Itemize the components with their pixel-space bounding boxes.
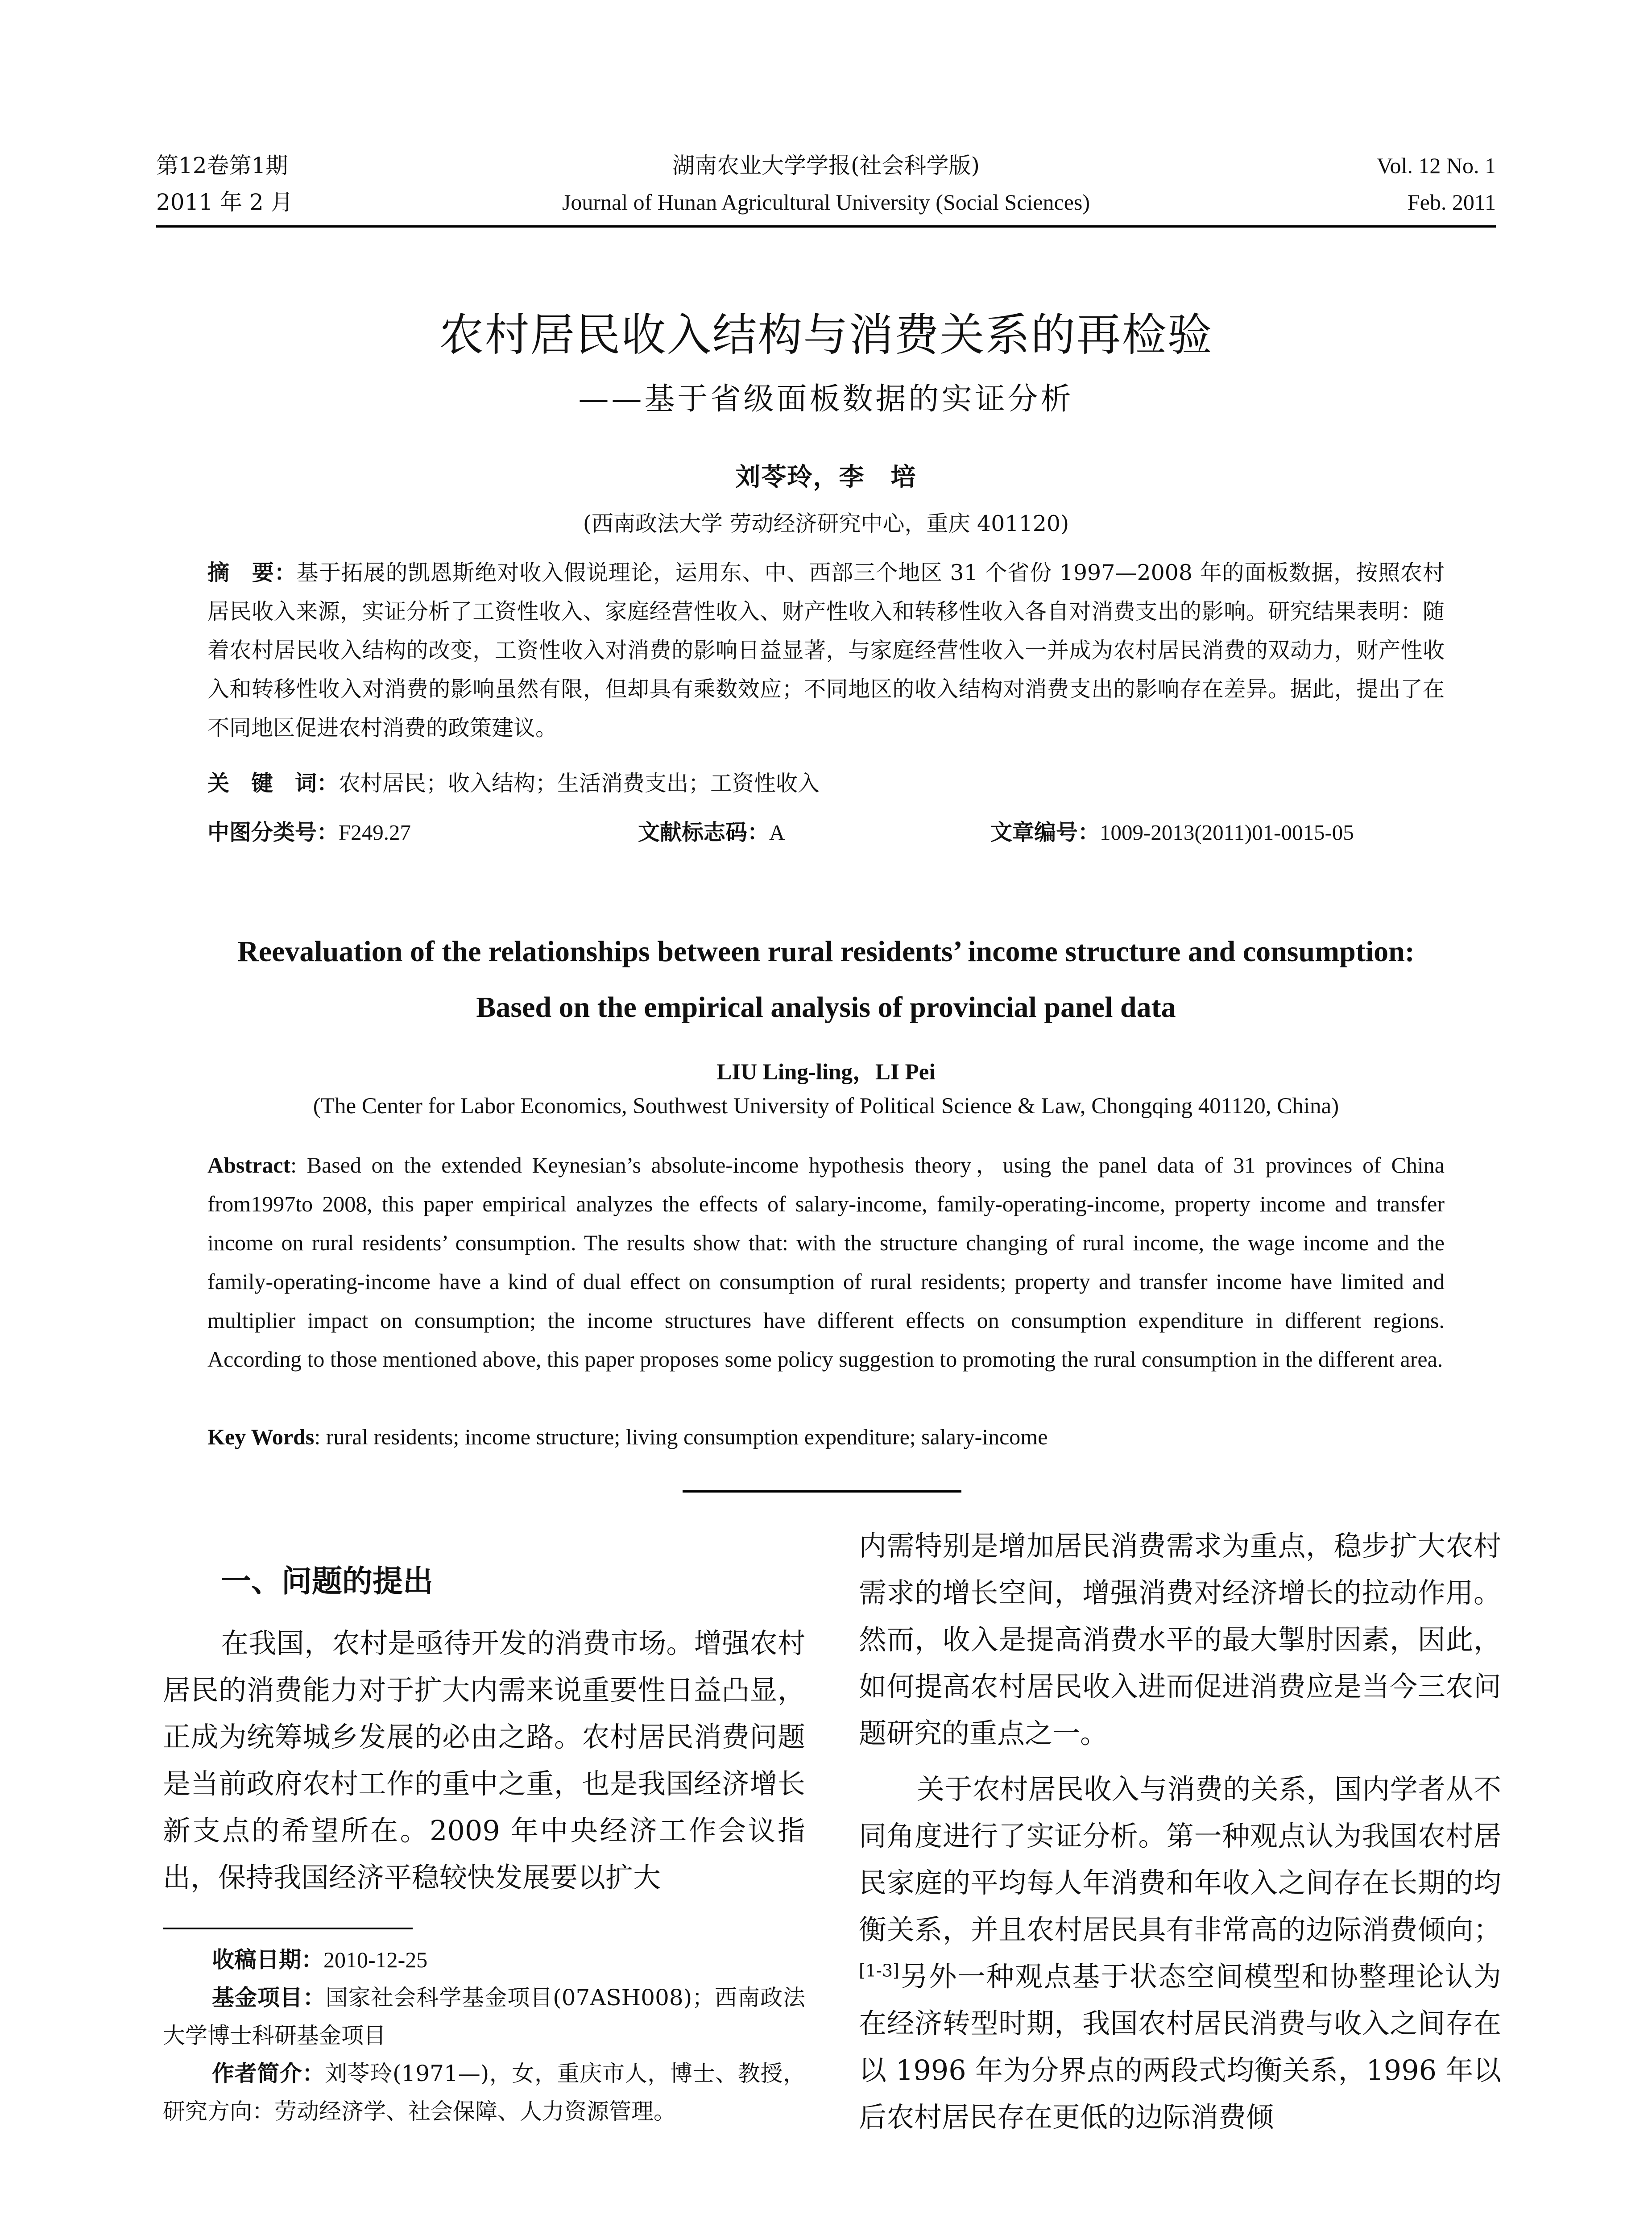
journal-volume: 第12卷第1期 xyxy=(156,153,288,178)
document-code: 文献标志码：A xyxy=(638,820,785,845)
abstract-label-en: Abstract xyxy=(207,1153,291,1178)
authors-en: LIU Ling-ling，LI Pei xyxy=(716,1060,936,1085)
article-subtitle-cn: ——基于省级面板数据的实证分析 xyxy=(578,382,1074,417)
keywords-text-en: : rural residents; income structure; living consumption expenditure; salary-income xyxy=(314,1424,1048,1449)
body-paragraph: 内需特别是增加居民消费需求为重点，稳步扩大农村需求的增长空间，增强消费对经济增长的拉动作用。然而，收入是提高消费水平的最大掣肘因素，因此，如何提高农村居民收入进而促进消费应是当今三农问题研究的重点之一。 xyxy=(859,1530,1501,1750)
abstract-text-en: : Based on the extended Keynesian’s absolute-income hypothesis theory，using the panel data of 31 provinces of China from1997to 2008, this paper empirical analyzes the effects of salary-income, family-operating-income, property income and transfer income on rural residents’ consumption. The results show that: with the structure changing of rural income, the wage income and the family-operating-income have a kind of dual effect on consumption of rural residents; property and transfer income have limited and multiplier impact on consumption; the income structures have different effects on consumption expenditure in different regions. According to those mentioned above, this paper proposes some policy suggestion to promoting the rural consumption in the different area. xyxy=(207,1153,1445,1372)
article-title-en-line1: Reevaluation of the relationships between rural residents’ income structure and consumption: xyxy=(237,935,1415,968)
keywords-label-cn: 关 键 词： xyxy=(207,771,339,796)
citation-ref: [1-3] xyxy=(859,1961,899,1981)
abstract-text-cn: 基于拓展的凯恩斯绝对收入假说理论，运用东、中、西部三个地区 31 个省份 1997—2008 年的面板数据，按照农村居民收入来源，实证分析了工资性收入、家庭经营性收入、财产性收入和转移性收入各自对消费支出的影响。研究结果表明：随着农村居民收入结构的改变，工资性收入对消费的影响日益显著，与家庭经营性收入一并成为农村居民消费的双动力，财产性收入和转移性收入对消费的影响虽然有限，但却具有乘数效应；不同地区的收入结构对消费支出的影响存在差异。据此，提出了在不同地区促进农村消费的政策建议。 xyxy=(207,560,1445,741)
body-right-column xyxy=(859,1522,1501,2140)
journal-name-en: Journal of Hunan Agricultural University (Social Sciences) xyxy=(562,190,1090,215)
body-left-column xyxy=(163,1513,805,1901)
body-paragraph: 在我国，农村是亟待开发的消费市场。增强农村居民的消费能力对于扩大内需来说重要性日益凸显，正成为统筹城乡发展的必由之路。农村居民消费问题是当前政府农村工作的重中之重，也是我国经济增长新支点的希望所在。2009 年中央经济工作会议指出，保持我国经济平稳较快发展要以扩大 xyxy=(163,1627,805,1894)
keywords-label-en: Key Words xyxy=(207,1424,315,1449)
clc-code: 中图分类号：F249.27 xyxy=(207,820,411,845)
section-heading: 一、问题的提出 xyxy=(221,1564,434,1599)
section-divider xyxy=(683,1490,961,1493)
body-paragraph: 关于农村居民收入与消费的关系，国内学者从不同角度进行了实证分析。第一种观点认为我国农村居民家庭的平均每人年消费和年收入之间存在长期的均衡关系，并且农村居民具有非常高的边际消费倾向；[1-3]另外一种观点基于状态空间模型和协整理论认为在经济转型时期，我国农村居民消费与收入之间存在以 1996 年为分界点的两段式均衡关系，1996 年以后农村居民存在更低的边际消费倾 xyxy=(859,1773,1501,2133)
footnote-author: 作者简介：刘苓玲(1971—)，女，重庆市人，博士、教授，研究方向：劳动经济学、社会保障、人力资源管理。 xyxy=(163,2061,805,2124)
article-title-cn: 农村居民收入结构与消费关系的再检验 xyxy=(439,309,1213,361)
journal-date-cn: 2011 年 2 月 xyxy=(156,189,293,215)
journal-date-en: Feb. 2011 xyxy=(1407,190,1496,215)
authors-cn: 刘苓玲，李 培 xyxy=(735,463,917,492)
journal-volume-en: Vol. 12 No. 1 xyxy=(1376,153,1496,178)
journal-name-cn: 湖南农业大学学报(社会科学版) xyxy=(672,153,980,178)
abstract-label-cn: 摘 要： xyxy=(207,560,297,585)
abstract-en xyxy=(207,1146,1445,1379)
footnote-fund: 基金项目：国家社会科学基金项目(07ASH008)；西南政法大学博士科研基金项目 xyxy=(163,1985,805,2049)
abstract-cn xyxy=(207,553,1445,747)
footnotes xyxy=(163,1941,805,2131)
affiliation-en: (The Center for Labor Economics, Southwest University of Political Science & Law, Chongqing 401120, China) xyxy=(313,1094,1339,1119)
keywords-text-cn: 农村居民；收入结构；生活消费支出；工资性收入 xyxy=(339,771,820,796)
article-title-en-line2: Based on the empirical analysis of provincial panel data xyxy=(476,991,1176,1024)
footnote-received: 收稿日期：2010-12-25 xyxy=(212,1947,428,1973)
keywords-en xyxy=(207,1418,1445,1456)
running-header xyxy=(156,147,1496,228)
footnote-rule xyxy=(163,1928,413,1929)
article-number: 文章编号：1009-2013(2011)01-0015-05 xyxy=(990,820,1354,845)
affiliation-cn: (西南政法大学 劳动经济研究中心，重庆 401120) xyxy=(583,511,1069,536)
keywords-cn xyxy=(207,764,1445,803)
classification-row xyxy=(207,813,1445,852)
